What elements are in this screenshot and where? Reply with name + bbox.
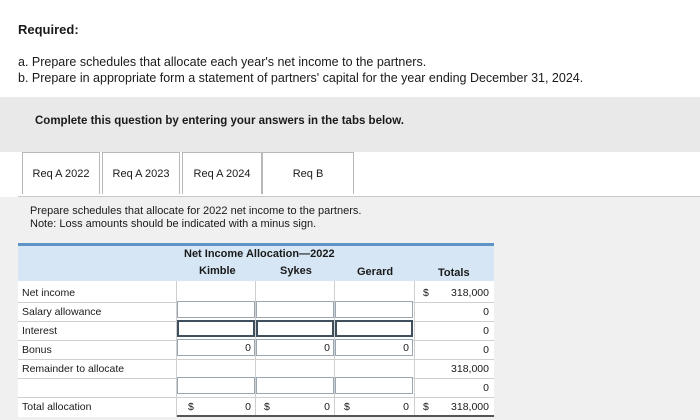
- totals-value: 0: [483, 344, 489, 356]
- kimble-total-value: 0: [245, 401, 251, 413]
- sykes-remainder-input[interactable]: [256, 377, 334, 394]
- kimble-bonus-value: 0: [245, 342, 251, 354]
- totals-value: 318,000: [451, 401, 489, 413]
- currency-sign: $: [188, 401, 194, 413]
- totals-value: 0: [483, 325, 489, 337]
- gerard-salary-input[interactable]: [335, 301, 413, 318]
- instruction-band: [0, 97, 700, 152]
- instruction-text: Complete this question by entering your answers in the tabs below.: [35, 115, 404, 127]
- tab-req-a-2024[interactable]: Req A 2024: [182, 152, 262, 194]
- table-caption: Net Income Allocation—2022: [184, 248, 335, 260]
- col-header-kimble: Kimble: [199, 265, 236, 277]
- row-label: Net income: [22, 287, 76, 299]
- prompt-line-1: Prepare schedules that allocate for 2022 net income to the partners.: [30, 205, 362, 217]
- total-underline: [177, 415, 494, 417]
- kimble-salary-input[interactable]: [177, 301, 255, 318]
- sykes-salary-input[interactable]: [256, 301, 334, 318]
- prompt: [30, 205, 361, 231]
- currency-sign: $: [423, 401, 429, 413]
- tab-req-b[interactable]: Req B: [262, 152, 354, 194]
- currency-sign: $: [264, 401, 270, 413]
- col-header-sykes: Sykes: [280, 265, 312, 277]
- tab-req-a-2023[interactable]: Req A 2023: [102, 152, 180, 194]
- allocation-table: [18, 243, 494, 417]
- kimble-remainder-input[interactable]: [177, 377, 255, 394]
- gerard-total-value: 0: [403, 401, 409, 413]
- content-area: [0, 197, 700, 420]
- sykes-interest-input[interactable]: [256, 320, 334, 337]
- row-label: Remainder to allocate: [22, 363, 125, 375]
- prompt-note: Note: Loss amounts should be indicated with a minus sign.: [30, 218, 317, 230]
- totals-value: 0: [483, 382, 489, 394]
- gerard-bonus-value: 0: [403, 342, 409, 354]
- sykes-bonus-value: 0: [324, 342, 330, 354]
- totals-value: 318,000: [451, 287, 489, 299]
- row-divider: [18, 397, 494, 398]
- table-header: [18, 243, 494, 281]
- row-label: Interest: [22, 325, 58, 337]
- kimble-interest-input[interactable]: [177, 320, 255, 337]
- gerard-remainder-input[interactable]: [335, 377, 413, 394]
- tab-req-a-2022[interactable]: Req A 2022: [22, 152, 100, 194]
- col-header-gerard: Gerard: [357, 266, 394, 278]
- row-divider: [18, 359, 494, 360]
- requirement-b: b. Prepare in appropriate form a statement of partners' capital for the year ending December 31, 2024.: [18, 71, 584, 85]
- sykes-total-value: 0: [324, 401, 330, 413]
- totals-value: 318,000: [451, 363, 489, 375]
- row-label: Total allocation: [22, 401, 92, 413]
- row-label: Bonus: [22, 344, 52, 356]
- requirement-a: a. Prepare schedules that allocate each year's net income to the partners.: [18, 55, 427, 69]
- gerard-interest-input[interactable]: [335, 320, 413, 337]
- currency-sign: $: [344, 401, 350, 413]
- col-header-totals: Totals: [438, 267, 470, 279]
- row-label: Salary allowance: [22, 306, 102, 318]
- currency-sign: $: [423, 287, 429, 299]
- tab-strip: [18, 152, 700, 197]
- requirements-list: [18, 54, 583, 86]
- required-title: Required:: [18, 22, 79, 37]
- totals-value: 0: [483, 306, 489, 318]
